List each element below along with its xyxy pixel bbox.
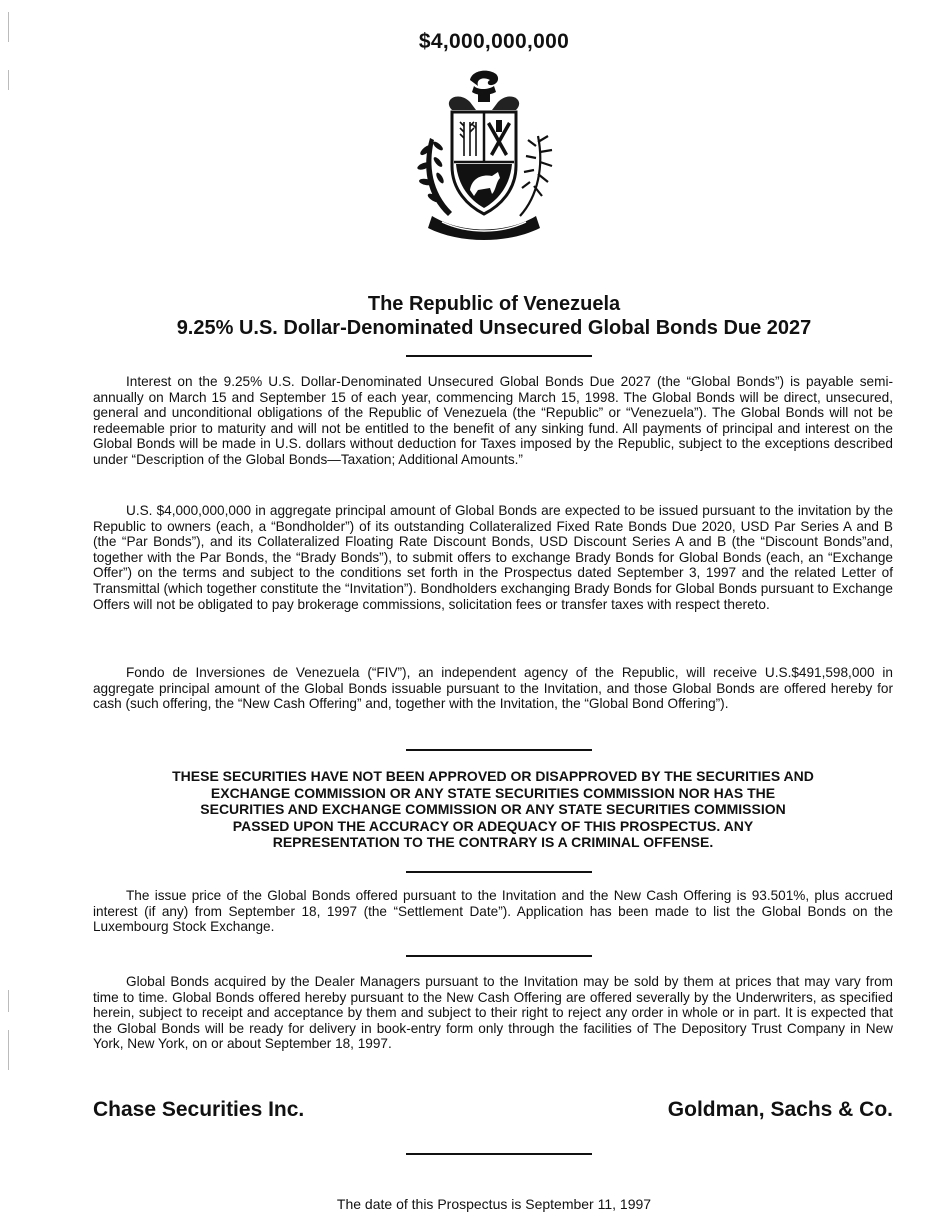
exchange-offer-paragraph: U.S. $4,000,000,000 in aggregate principal amount of Global Bonds are expected to be issued pursuant to the invitation by the Republic to owners (each, a “Bondholder”) of its outstanding Collateralized Fixed Rate Bonds Due 2020, USD Par Series A and B (the “Par Bonds”), and its Collateralized Floating Rate Discount Bonds, USD Discount Series A and B (the “Discount Bonds”and, together with the Par Bonds, the “Brady Bonds”), to submit offers to exchange Brady Bonds for Global Bonds (each, an “Exchange Offer”) on the terms and subject to the conditions set forth in the Prospectus dated September 3, 1997 and the related Letter of Transmittal (which together constitute the “Invitation”). Bondholders exchanging Brady Bonds for Global Bonds pursuant to Exchange Offers will not be obligated to pay brokerage commissions, solicitation fees or transfer taxes with respect thereto. [93, 503, 893, 612]
coat-of-arms-venezuela-icon [412, 66, 556, 244]
fiv-paragraph: Fondo de Inversiones de Venezuela (“FIV”), an independent agency of the Republic, will receive U.S.$491,598,000 in aggregate principal amount of the Global Bonds issuable pursuant to the Invitation, and those Global Bonds are offered hereby for cash (such offering, the “New Cash Offering” and, together with the Invitation, the “Global Bond Offering”). [93, 665, 893, 712]
divider [406, 749, 592, 751]
issue-price-paragraph: The issue price of the Global Bonds offered pursuant to the Invitation and the New Cash Offering is 93.501%, plus accrued interest (if any) from September 18, 1997 (the “Settlement Date”). Application has been made to list the Global Bonds on the Luxembourg Stock Exchange. [93, 888, 893, 935]
warning-line: REPRESENTATION TO THE CONTRARY IS A CRIMINAL OFFENSE. [272, 834, 714, 850]
scan-edge-marks [8, 0, 11, 1218]
dealer-chase: Chase Securities Inc. [93, 1098, 305, 1121]
warning-line: SECURITIES AND EXCHANGE COMMISSION OR ANY STATE SECURITIES COMMISSION [200, 801, 786, 817]
divider [406, 955, 592, 957]
prospectus-date: The date of this Prospectus is September 11, 1997 [336, 1196, 652, 1212]
warning-line: PASSED UPON THE ACCURACY OR ADEQUACY OF THIS PROSPECTUS. ANY [232, 817, 754, 834]
issuer-name: The Republic of Venezuela [367, 293, 621, 315]
security-name: 9.25% U.S. Dollar-Denominated Unsecured Global Bonds Due 2027 [176, 317, 812, 339]
warning-line: EXCHANGE COMMISSION OR ANY STATE SECURITIES COMMISSION NOR HAS THE [210, 784, 776, 801]
offering-amount: $4,000,000,000 [418, 30, 570, 53]
divider [406, 871, 592, 873]
warning-line: THESE SECURITIES HAVE NOT BEEN APPROVED OR DISAPPROVED BY THE SECURITIES AND [172, 768, 814, 784]
interest-paragraph: Interest on the 9.25% U.S. Dollar-Denominated Unsecured Global Bonds Due 2027 (the “Global Bonds”) is payable semi-annually on March 15 and September 15 of each year, commencing March 15, 1998. The Global Bonds will be direct, unsecured, general and unconditional obligations of the Republic of Venezuela (the “Republic” or “Venezuela”). The Global Bonds will not be redeemable prior to maturity and will not be entitled to the benefit of any sinking fund. All payments of principal and interest on the Global Bonds will be made in U.S. dollars without deduction for Taxes imposed by the Republic, subject to the exceptions described under “Description of the Global Bonds—Taxation; Additional Amounts.” [93, 374, 893, 467]
divider [406, 1153, 592, 1155]
dealer-goldman: Goldman, Sachs & Co. [667, 1098, 893, 1121]
divider [406, 355, 592, 357]
delivery-paragraph: Global Bonds acquired by the Dealer Managers pursuant to the Invitation may be sold by them at prices that may vary from time to time. Global Bonds offered hereby pursuant to the New Cash Offering are offered severally by the Underwriters, as specified herein, subject to receipt and acceptance by them and subject to their right to reject any order in whole or in part. It is expected that the Global Bonds will be ready for delivery in book-entry form only through the facilities of The Depository Trust Company in New York, New York, on or about September 18, 1997. [93, 974, 893, 1052]
document-title [0, 292, 952, 340]
sec-warning [93, 768, 893, 851]
